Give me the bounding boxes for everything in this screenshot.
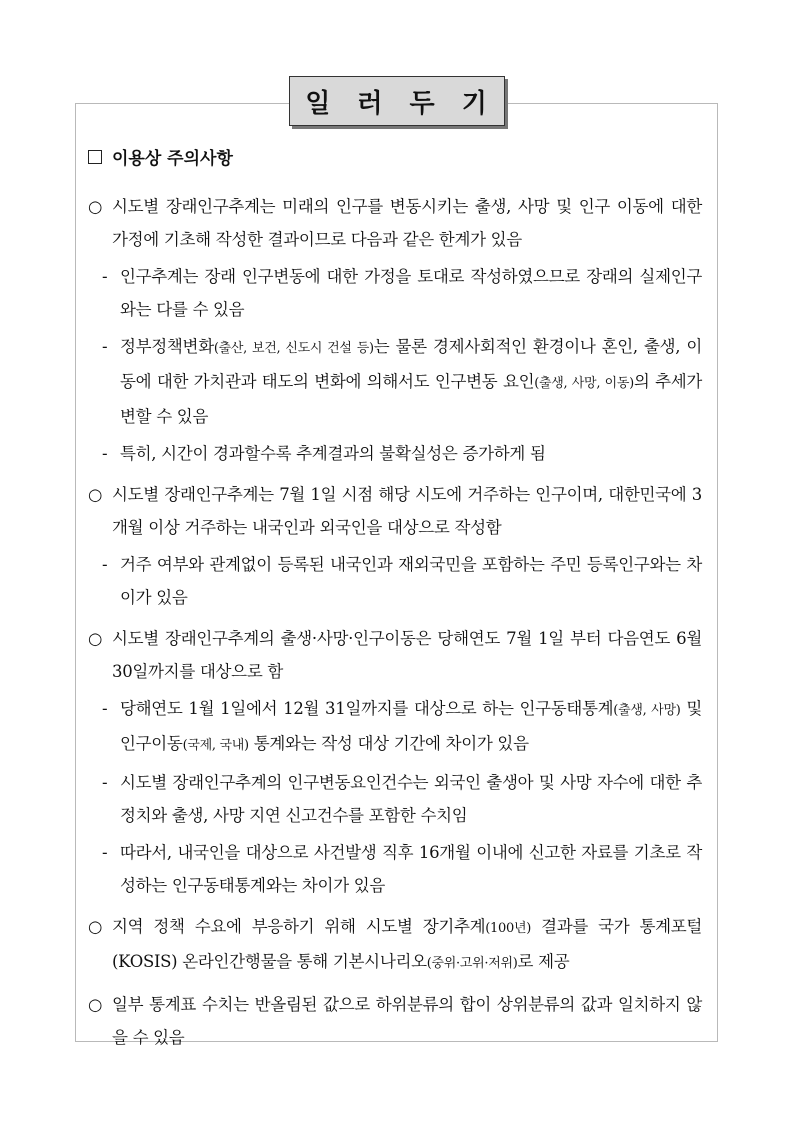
list-item-text [112, 910, 702, 980]
list-item [88, 910, 702, 980]
circle-bullet-icon: ○ [88, 197, 103, 216]
circle-bullet-icon: ○ [88, 485, 103, 504]
list-item-text-part: 결과를 국가 통계포털(KOSIS) 온라인간행물을 통해 기본시나리오 [112, 917, 702, 971]
page-title: 일 러 두 기 [289, 76, 505, 126]
dash-bullet: - [102, 555, 108, 574]
sub-item [88, 548, 702, 614]
list-item-note: (중위·고위·저위) [426, 956, 518, 971]
sub-item-text: 따라서, 내국인을 대상으로 사건발생 직후 16개월 이내에 신고한 자료를 기초로 작성하는 인구동태통계와는 차이가 있음 [120, 843, 702, 895]
sub-item-text-part: 정부정책변화 [120, 337, 214, 356]
dash-bullet: - [102, 773, 108, 792]
list-item [88, 622, 702, 688]
dash-bullet: - [102, 699, 108, 718]
list-item [88, 988, 702, 1054]
sub-item-note: (국제, 국내) [182, 738, 249, 753]
sub-item-text-part: 및 인구이동 [120, 699, 702, 753]
list-item-text: 시도별 장래인구추계는 7월 1일 시점 해당 시도에 거주하는 인구이며, 대한민국에 3개월 이상 거주하는 내국인과 외국인을 대상으로 작성함 [112, 485, 702, 537]
list-item-text-part: 로 제공 [517, 952, 570, 971]
sub-item [88, 437, 702, 470]
dash-bullet: - [102, 267, 108, 286]
sub-item [88, 692, 702, 762]
sub-item-note: (출생, 사망) [613, 703, 681, 718]
dash-bullet: - [102, 843, 108, 862]
sub-item-text-part: 의 추세가 변할 수 있음 [120, 372, 703, 426]
sub-item [88, 836, 702, 902]
list-item [88, 478, 702, 544]
circle-bullet-icon: ○ [88, 995, 103, 1014]
square-bullet-icon [88, 150, 102, 164]
sub-item-text: 인구추계는 장래 인구변동에 대한 가정을 토대로 작성하였으므로 장래의 실제인구와는 다를 수 있음 [120, 267, 702, 319]
section-heading [88, 144, 233, 169]
list-item [88, 190, 702, 256]
sub-item [88, 330, 702, 433]
sub-item-text-part: 통계와는 작성 대상 기간에 차이가 있음 [248, 734, 529, 753]
sub-item [88, 260, 702, 326]
circle-bullet-icon: ○ [88, 917, 103, 936]
sub-item-text: 특히, 시간이 경과할수록 추계결과의 불확실성은 증가하게 됨 [120, 444, 546, 463]
list-item-text-part: 지역 정책 수요에 부응하기 위해 시도별 장기추계 [112, 917, 486, 936]
circle-bullet-icon: ○ [88, 629, 103, 648]
list-item-note: (100년) [485, 921, 531, 936]
sub-item-text [120, 330, 702, 433]
sub-item-text: 거주 여부와 관계없이 등록된 내국인과 재외국민을 포함하는 주민 등록인구와는 차이가 있음 [120, 555, 702, 607]
section-heading-label: 이용상 주의사항 [112, 149, 233, 169]
sub-item-text-part: 당해연도 1월 1일에서 12월 31일까지를 대상으로 하는 인구동태통계 [120, 699, 614, 718]
list-item-text: 일부 통계표 수치는 반올림된 값으로 하위분류의 합이 상위분류의 값과 일치하지 않을 수 있음 [112, 995, 702, 1047]
sub-item-text-part: 는 물론 경제사회적인 환경이나 혼인, 출생, 이동에 대한 가치관과 태도의 변화에 의해서도 인구변동 요인 [120, 337, 702, 391]
dash-bullet: - [102, 444, 108, 463]
list-item-text: 시도별 장래인구추계의 출생·사망·인구이동은 당해연도 7월 1일 부터 다음연도 6월 30일까지를 대상으로 함 [112, 629, 702, 681]
sub-item-note: (출산, 보건, 신도시 건설 등) [213, 341, 374, 356]
dash-bullet: - [102, 337, 108, 356]
notice-list [88, 190, 702, 1054]
sub-item [88, 766, 702, 832]
list-item-text: 시도별 장래인구추계는 미래의 인구를 변동시키는 출생, 사망 및 인구 이동에 대한 가정에 기초해 작성한 결과이므로 다음과 같은 한계가 있음 [112, 197, 702, 249]
sub-item-text [120, 692, 702, 762]
sub-item-text: 시도별 장래인구추계의 인구변동요인건수는 외국인 출생아 및 사망 자수에 대한 추정치와 출생, 사망 지연 신고건수를 포함한 수치임 [120, 773, 702, 825]
sub-item-note: (출생, 사망, 이동) [534, 376, 634, 391]
